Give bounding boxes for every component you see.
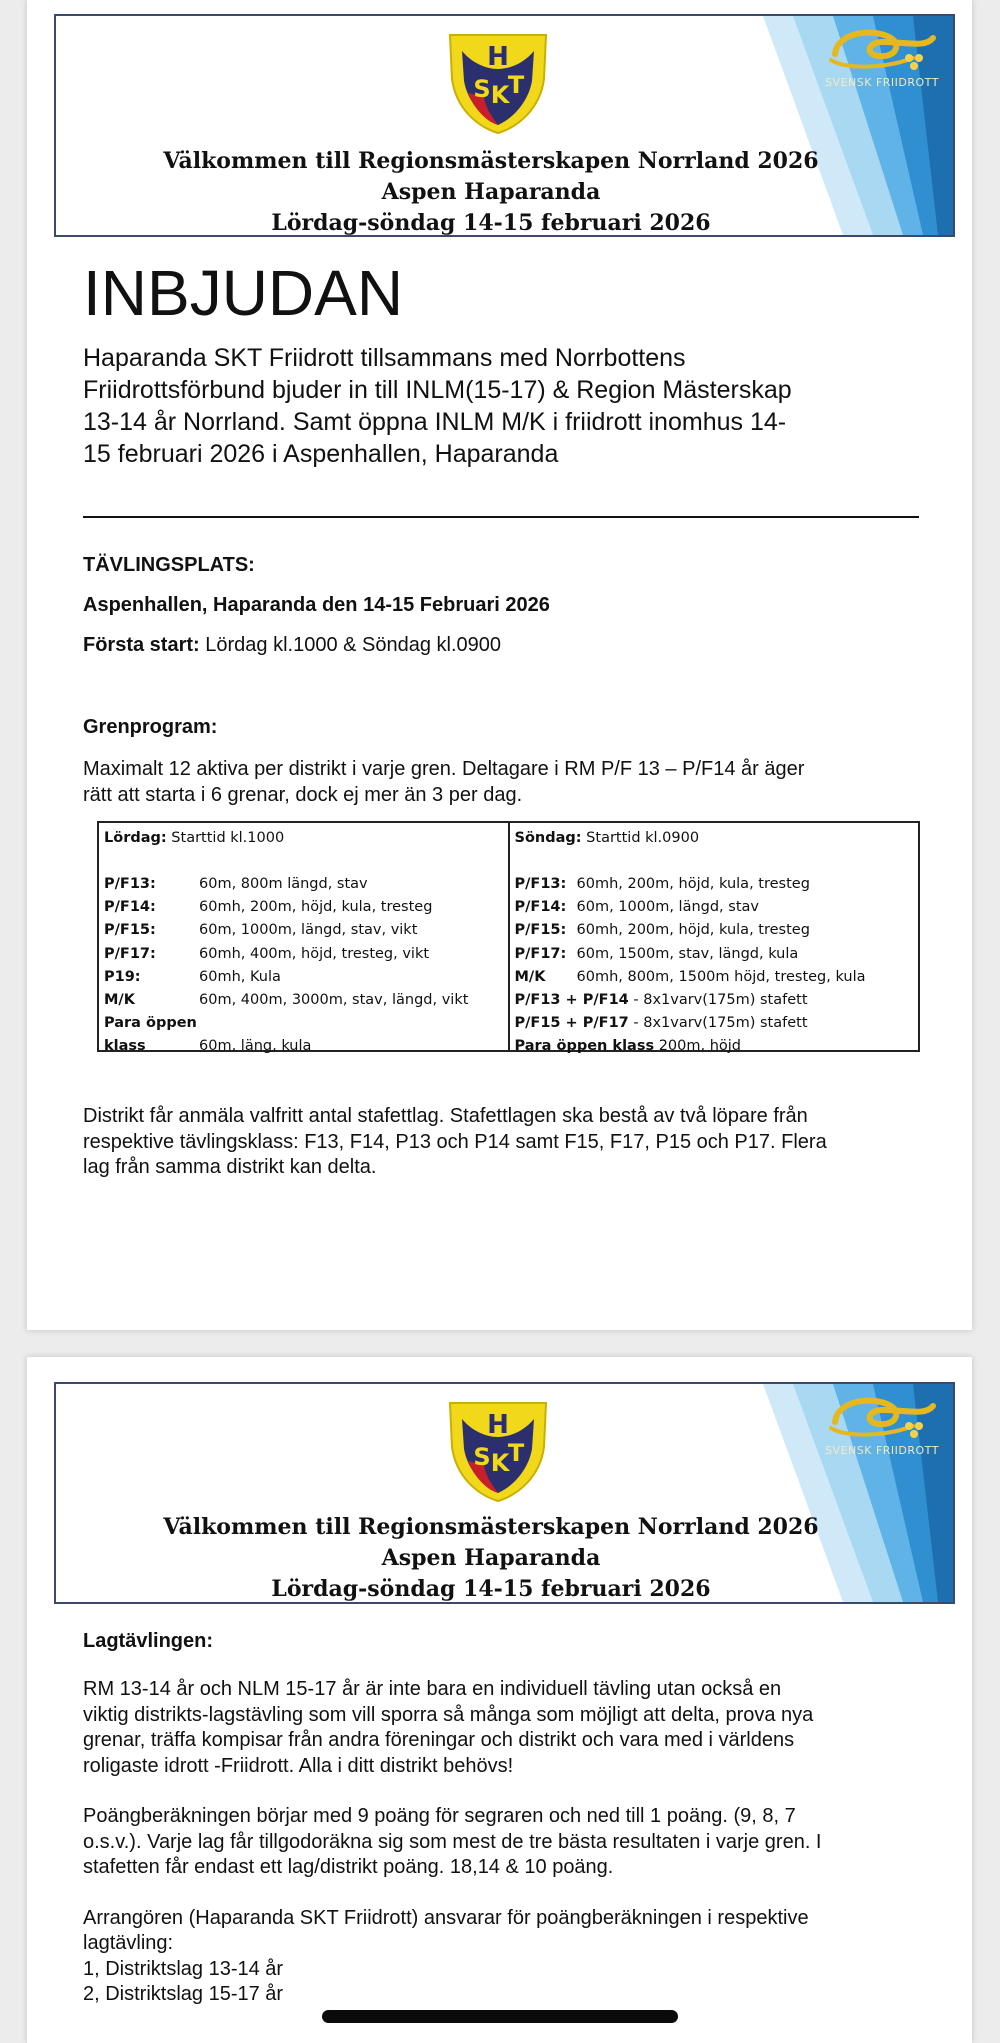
schedule-row — [104, 1035, 503, 1058]
events: - 8x1varv(175m) stafett — [628, 992, 808, 1009]
relay-paragraph — [83, 1104, 923, 1181]
saturday-header — [104, 827, 503, 850]
organizer-line: lagtävling: — [83, 1932, 174, 1954]
banner-line-2: Aspen Haparanda — [381, 1545, 601, 1571]
program-heading: Grenprogram: — [83, 716, 218, 738]
relay-section — [83, 1104, 923, 1181]
team-paragraph — [83, 1677, 923, 1779]
relay-line: lag från samma distrikt kan delta. — [83, 1156, 377, 1178]
venue-text: Aspenhallen, Haparanda den 14-15 Februari 2026 — [83, 594, 550, 616]
team-list-item: 1, Distriktslag 13-14 år — [83, 1957, 284, 1980]
start-time: Starttid kl.0900 — [581, 830, 700, 846]
relay-row — [515, 989, 914, 1012]
page-title: INBJUDAN — [83, 257, 404, 329]
crest-letter-k: K — [490, 1449, 510, 1477]
first-start-label: Första start: — [83, 634, 200, 656]
events: - 8x1varv(175m) stafett — [628, 1015, 808, 1032]
invitation-intro — [83, 258, 933, 470]
banner-line-1: Välkommen till Regionsmästerskapen Norrland 2026 — [163, 1514, 819, 1540]
team-line: roligaste idrott -Friidrott. Alla i ditt distrikt behövs! — [83, 1754, 514, 1777]
crest-letter-k: K — [490, 81, 510, 109]
class-label: P/F17: — [514, 945, 567, 962]
team-line: viktig distrikts-lagstävling som vill sporra så många som möjligt att delta, prova nya — [83, 1703, 814, 1726]
class-label: P/F13: — [104, 876, 156, 892]
banner-line-3: Lördag-söndag 14-15 februari 2026 — [271, 210, 711, 236]
program-paragraph — [83, 756, 923, 808]
team-competition-section — [83, 1628, 923, 2008]
class-label: P/F13: — [514, 876, 567, 892]
class-label: Para öppen klass — [514, 1038, 655, 1055]
intro-paragraph — [83, 342, 933, 470]
events: 200m, höjd — [654, 1038, 742, 1055]
schedule-row — [515, 943, 914, 966]
program-line: Maximalt 12 aktiva per distrikt i varje gren. Deltagare i RM P/F 13 – P/F14 år äger — [83, 758, 805, 780]
class-label: P/F13 + P/F14 — [514, 992, 629, 1009]
schedule-row — [515, 873, 914, 896]
program-line: rätt att starta i 6 grenar, dock ej mer än 3 per dag. — [83, 784, 523, 806]
schedule-row — [104, 966, 503, 989]
team-list-item: 2, Distriktslag 15-17 år — [83, 1983, 284, 2005]
class-label: klass — [104, 1038, 146, 1055]
class-label: P/F14: — [104, 899, 156, 916]
class-label: P/F17: — [104, 945, 156, 962]
points-line: o.s.v.). Varje lag får tillgodoräkna sig som mest de tre bästa resultaten i varje gren. I — [83, 1830, 822, 1853]
events: 60mh, 200m, höjd, kula, tresteg — [576, 876, 810, 892]
crest-letter-t: T — [507, 71, 525, 99]
team-line: grenar, träffa kompisar från andra föreningar och distrikt och vara med i världens — [83, 1729, 795, 1751]
banner-line-3: Lördag-söndag 14-15 februari 2026 — [271, 1576, 711, 1602]
organizer-paragraph — [83, 1906, 923, 2008]
header-banner — [54, 14, 955, 237]
svensk-friidrott-logo-text: SVENSK FRIIDROTT — [825, 1444, 939, 1457]
team-line: RM 13-14 år och NLM 15-17 år är inte bara en individuell tävling utan också en — [83, 1678, 782, 1700]
crest-letter-s: S — [473, 75, 491, 103]
relay-row — [515, 1035, 914, 1058]
class-label: P/F14: — [514, 899, 567, 916]
points-paragraph — [83, 1804, 923, 1881]
day-label: Söndag: — [514, 830, 582, 846]
events: 60mh, 200m, höjd, kula, tresteg — [576, 922, 810, 939]
class-label: P/F15: — [514, 922, 567, 939]
team-heading: Lagtävlingen: — [83, 1630, 214, 1652]
relay-line: Distrikt får anmäla valfritt antal stafettlag. Stafettlagen ska bestå av två löpare från — [83, 1105, 808, 1127]
intro-line: Haparanda SKT Friidrott tillsammans med Norrbottens — [83, 344, 686, 372]
events: 60mh, Kula — [199, 968, 281, 985]
venue-heading: TÄVLINGSPLATS: — [83, 554, 255, 576]
events: 60m, 1500m, stav, längd, kula — [576, 945, 799, 962]
saturday-column — [99, 823, 508, 1055]
class-label: P/F15: — [104, 922, 156, 939]
intro-line: Friidrottsförbund bjuder in till INLM(15-17) & Region Mästerskap — [83, 376, 792, 404]
intro-line: 15 februari 2026 i Aspenhallen, Haparanda — [83, 440, 559, 468]
events: 60mh, 400m, höjd, tresteg, vikt — [199, 945, 430, 962]
banner-heading — [56, 1512, 926, 1604]
class-label: P/F15 + P/F17 — [514, 1015, 629, 1032]
points-line: Poängberäkningen börjar med 9 poäng för segraren och ned till 1 poäng. (9, 8, 7 — [83, 1805, 796, 1827]
crest-letter-t: T — [507, 1439, 525, 1467]
banner-line-2: Aspen Haparanda — [381, 179, 601, 205]
document-page-1 — [27, 0, 972, 1330]
schedule-table — [97, 821, 920, 1055]
schedule-row — [104, 989, 503, 1012]
class-label: M/K — [514, 968, 546, 985]
sunday-column — [508, 823, 919, 1055]
class-label: P19: — [104, 968, 141, 985]
events: 60m, 400m, 3000m, stav, längd, vikt — [199, 992, 469, 1009]
class-label: M/K — [104, 992, 135, 1009]
schedule-row — [104, 1012, 503, 1035]
crest-letter-s: S — [473, 1443, 491, 1471]
crest-letter-h: H — [487, 1410, 509, 1440]
section-divider — [83, 516, 919, 518]
banner-heading — [56, 146, 926, 237]
organizer-line: Arrangören (Haparanda SKT Friidrott) ansvarar för poängberäkningen i respektive — [83, 1906, 809, 1929]
schedule-row — [104, 919, 503, 942]
class-label: Para öppen — [104, 1015, 197, 1032]
relay-line: respektive tävlingsklass: F13, F14, P13 och P14 samt F15, F17, P15 och P17. Flera — [83, 1130, 827, 1153]
schedule-row — [104, 896, 503, 919]
document-page-2 — [27, 1357, 972, 2043]
home-indicator[interactable] — [322, 2010, 678, 2023]
header-banner — [54, 1382, 955, 1604]
program-section — [83, 714, 923, 808]
points-line: stafetten får endast ett lag/distrikt poäng. 18,14 & 10 poäng. — [83, 1856, 614, 1878]
svensk-friidrott-logo-text: SVENSK FRIIDROTT — [825, 76, 939, 89]
relay-row — [515, 1012, 914, 1035]
events: 60mh, 200m, höjd, kula, tresteg — [199, 899, 433, 916]
schedule-row — [515, 919, 914, 942]
haparanda-skt-crest — [446, 1397, 550, 1503]
schedule-row — [515, 966, 914, 989]
crest-letter-h: H — [487, 42, 509, 72]
haparanda-skt-crest — [446, 29, 550, 135]
intro-line: 13-14 år Norrland. Samt öppna INLM M/K i friidrott inomhus 14- — [83, 408, 787, 436]
events: 60m, 800m längd, stav — [199, 876, 368, 892]
schedule-row — [515, 896, 914, 919]
first-start-line — [83, 632, 923, 658]
day-label: Lördag: — [104, 830, 167, 846]
events: 60m, 1000m, längd, stav, vikt — [199, 922, 418, 939]
svensk-friidrott-logo — [817, 1388, 947, 1468]
schedule-row — [104, 943, 503, 966]
schedule-row — [104, 873, 503, 896]
svensk-friidrott-logo — [817, 20, 947, 100]
start-time: Starttid kl.1000 — [166, 830, 285, 846]
sunday-header — [515, 827, 914, 850]
events: 60mh, 800m, 1500m höjd, tresteg, kula — [576, 968, 866, 985]
events: 60m, läng, kula — [199, 1038, 312, 1055]
venue-section — [83, 552, 923, 658]
banner-line-1: Välkommen till Regionsmästerskapen Norrland 2026 — [163, 148, 819, 174]
first-start-value: Lördag kl.1000 & Söndag kl.0900 — [199, 634, 502, 656]
events: 60m, 1000m, längd, stav — [576, 899, 759, 916]
